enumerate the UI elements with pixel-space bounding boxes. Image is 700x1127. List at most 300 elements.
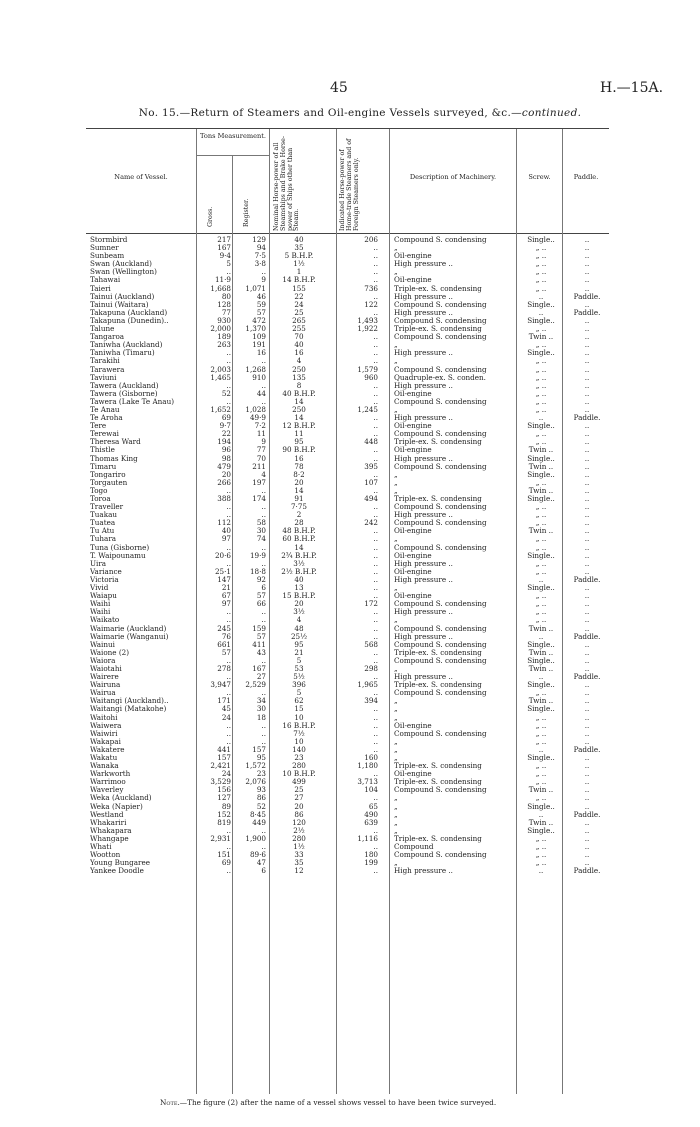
header-paddle: Paddle. (573, 173, 599, 181)
screw-type: „ .. (535, 599, 547, 609)
nominal-horse-power: 499 (292, 777, 306, 787)
paddle-type: .. (584, 801, 590, 811)
vessel-name: Tuna (Gisborne) (90, 543, 150, 552)
paddle-type: .. (584, 647, 590, 657)
gross-tons: 2,421 (210, 761, 231, 771)
nominal-horse-power: 14 (294, 542, 304, 552)
nominal-horse-power: 14 (294, 413, 304, 423)
vessel-name: Waiapu (90, 592, 117, 601)
vessel-name: Waimarie (Auckland) (90, 624, 167, 633)
nominal-horse-power: 2½ B.H.P. (281, 566, 317, 576)
table-row (86, 430, 609, 438)
screw-type: Twin .. (528, 696, 554, 706)
paddle-type: .. (584, 558, 590, 568)
paddle-type: .. (584, 364, 590, 374)
machinery-description: Oil-engine (394, 446, 432, 455)
register-tons: .. (261, 485, 266, 495)
table-title-main: No. 15.—Return of Steamers and Oil-engine Vessels surveyed, &c.— (138, 107, 522, 119)
table-row (86, 843, 609, 851)
machinery-description: High pressure .. (394, 292, 453, 301)
indicated-horse-power: 104 (364, 785, 378, 795)
indicated-horse-power: .. (373, 769, 378, 779)
nominal-horse-power: 22 (294, 291, 304, 301)
vessel-name: Uira (90, 559, 107, 568)
indicated-horse-power: .. (373, 631, 378, 641)
nominal-horse-power: 16 (294, 348, 304, 358)
indicated-horse-power: .. (373, 445, 378, 455)
vessel-name: Tahawai (90, 276, 121, 285)
indicated-horse-power: .. (373, 421, 378, 431)
indicated-horse-power: .. (373, 623, 378, 633)
paddle-type: Paddle. (573, 631, 601, 641)
gross-tons: 20·6 (214, 550, 231, 560)
gross-tons: 77 (221, 307, 231, 317)
screw-type: „ .. (535, 364, 547, 374)
paddle-type: .. (584, 591, 590, 601)
gross-tons: 3,947 (210, 680, 231, 690)
register-tons: 167 (252, 663, 266, 673)
screw-type: Single.. (527, 469, 555, 479)
vessel-name: Wakatu (90, 754, 118, 762)
indicated-horse-power: 394 (364, 696, 378, 706)
nominal-horse-power: 1½ (293, 259, 305, 269)
screw-type: „ .. (535, 243, 547, 253)
indicated-horse-power: 242 (364, 518, 378, 528)
register-tons: 44 (256, 388, 266, 398)
indicated-horse-power: .. (373, 485, 378, 495)
machinery-description: „ (394, 584, 398, 593)
nominal-horse-power: 4 (296, 615, 302, 625)
gross-tons: 80 (221, 291, 231, 301)
indicated-horse-power: .. (373, 388, 378, 398)
machinery-description: „ (394, 802, 398, 811)
vessel-name: Taviuni (90, 373, 117, 382)
nominal-horse-power: 10 B.H.P. (282, 769, 316, 779)
machinery-description: Oil-engine (394, 592, 432, 601)
register-tons: 18·8 (249, 566, 266, 576)
table-row (86, 244, 609, 252)
machinery-description: Compound S. condensing (394, 519, 487, 528)
machinery-description: High pressure .. (394, 511, 453, 520)
register-tons: 472 (252, 315, 266, 325)
machinery-description: Compound S. condensing (394, 397, 487, 406)
gross-tons: 20 (221, 469, 231, 479)
register-tons: 159 (252, 623, 266, 633)
nominal-horse-power: 8 (296, 380, 302, 390)
indicated-horse-power: 639 (364, 817, 378, 827)
vessel-name: Talune (90, 325, 115, 334)
screw-type: „ .. (535, 793, 547, 803)
indicated-horse-power: .. (373, 566, 378, 576)
vessel-name: Whangape (90, 834, 129, 843)
gross-tons: 67 (221, 591, 231, 601)
paddle-type: .. (584, 736, 590, 746)
nominal-horse-power: 48 (294, 623, 304, 633)
register-tons: 58 (256, 518, 266, 528)
register-tons: 2,529 (245, 680, 266, 690)
table-row (86, 260, 609, 268)
table-row (86, 535, 609, 543)
paddle-type: .. (584, 639, 590, 649)
vessel-name: Taniwha (Timaru) (90, 349, 155, 358)
table-row (86, 366, 609, 374)
register-tons: 129 (252, 235, 266, 244)
screw-type: Single.. (527, 639, 555, 649)
gross-tons: .. (226, 485, 231, 495)
register-tons: .. (261, 380, 266, 390)
screw-type: Single.. (527, 235, 555, 244)
gross-tons: .. (226, 688, 231, 698)
paddle-type: .. (584, 842, 590, 852)
vessel-name: Waverley (90, 786, 124, 795)
table-row (86, 236, 609, 244)
paddle-type: .. (584, 550, 590, 560)
paddle-type: .. (584, 372, 590, 382)
nominal-horse-power: 40 (294, 235, 304, 244)
paddle-type: .. (584, 720, 590, 730)
nominal-horse-power: 12 B.H.P. (282, 421, 316, 431)
nominal-horse-power: 140 (292, 744, 306, 754)
screw-type: „ .. (535, 396, 547, 406)
gross-tons: .. (226, 736, 231, 746)
vessel-name: Wakapai (90, 737, 121, 746)
column-divider (389, 129, 390, 233)
indicated-horse-power: .. (373, 558, 378, 568)
paddle-type: .. (584, 429, 590, 439)
indicated-horse-power: .. (373, 793, 378, 803)
indicated-horse-power: 448 (364, 437, 378, 447)
indicated-horse-power: .. (373, 704, 378, 714)
vessel-name: Sunbeam (90, 252, 125, 261)
register-tons: 11 (256, 429, 266, 439)
gross-tons: 52 (221, 388, 231, 398)
machinery-description: „ (394, 405, 398, 414)
vessel-name: Waitangi (Matakohe) (90, 705, 167, 714)
nominal-horse-power: 2½ (293, 825, 305, 835)
vessel-name: Waione (2) (90, 648, 130, 657)
vessel-name: Tere (90, 422, 107, 431)
paddle-type: .. (584, 275, 590, 285)
screw-type: .. (538, 574, 544, 584)
machinery-description: Oil-engine (394, 252, 432, 261)
paddle-type: Paddle. (573, 574, 601, 584)
gross-tons: 157 (217, 753, 231, 762)
table-row (86, 762, 609, 770)
indicated-horse-power: .. (373, 275, 378, 285)
gross-tons: 24 (221, 769, 231, 779)
paddle-type: .. (584, 753, 590, 762)
screw-type: Single.. (527, 680, 555, 690)
register-tons: .. (261, 542, 266, 552)
header-nominal-hp: Nominal Horse-power of all Steamships and Brake Horse-power of Ships other than Steam. (273, 135, 301, 231)
paddle-type: .. (584, 315, 590, 325)
vessel-name: Takapuna (Auckland) (90, 308, 168, 317)
gross-tons: .. (226, 396, 231, 406)
gross-tons: 930 (217, 315, 231, 325)
paddle-type: .. (584, 332, 590, 342)
register-tons: 174 (252, 494, 266, 503)
indicated-horse-power: .. (373, 688, 378, 698)
vessel-name: Tuakau (90, 511, 117, 520)
gross-tons: 266 (217, 477, 231, 487)
paddle-type: .. (584, 761, 590, 771)
table-row (86, 511, 609, 519)
register-tons: .. (261, 842, 266, 852)
register-tons: 2,076 (245, 777, 266, 787)
machinery-description: „ (394, 470, 398, 479)
nominal-horse-power: 1½ (293, 842, 305, 852)
vessel-name: Wairua (90, 689, 116, 698)
screw-type: .. (538, 744, 544, 754)
nominal-horse-power: 250 (292, 364, 306, 374)
register-tons: .. (261, 655, 266, 665)
screw-type: Single.. (527, 753, 555, 762)
gross-tons: 2,931 (210, 833, 231, 843)
machinery-description: High pressure .. (394, 673, 453, 682)
machinery-description: „ (394, 341, 398, 350)
paddle-type: .. (584, 728, 590, 738)
register-tons: .. (261, 825, 266, 835)
machinery-description: Compound S. condensing (394, 600, 487, 609)
register-tons: 9 (261, 437, 266, 447)
vessel-name: Toroa (90, 495, 111, 503)
gross-tons: .. (226, 728, 231, 738)
nominal-horse-power: 250 (292, 404, 306, 414)
nominal-horse-power: 21 (294, 647, 304, 657)
gross-tons: 96 (221, 445, 231, 455)
vessel-name: Tarakihi (90, 357, 120, 366)
machinery-description: Compound S. condensing (394, 689, 487, 698)
screw-type: Single.. (527, 655, 555, 665)
nominal-horse-power: 95 (294, 437, 304, 447)
machinery-description: Triple-ex. S. condensing (394, 648, 482, 657)
screw-type: Single.. (527, 315, 555, 325)
nominal-horse-power: 20 (294, 477, 304, 487)
indicated-horse-power: .. (373, 615, 378, 625)
screw-type: „ .. (535, 542, 547, 552)
paddle-type: .. (584, 485, 590, 495)
indicated-horse-power: .. (373, 259, 378, 269)
vessel-name: Wanaka (90, 762, 119, 771)
register-tons: 7·2 (254, 421, 266, 431)
nominal-horse-power: 86 (294, 809, 304, 819)
indicated-horse-power: 1,180 (357, 761, 378, 771)
table-row (86, 600, 609, 608)
nominal-horse-power: 5 B.H.P. (284, 251, 314, 261)
machinery-description: High pressure .. (394, 575, 453, 584)
indicated-horse-power: 172 (364, 599, 378, 609)
vessel-name: Tuatea (90, 519, 116, 528)
vessel-name: Weka (Auckland) (90, 794, 152, 803)
vessel-name: Tawera (Auckland) (90, 381, 159, 390)
indicated-horse-power: .. (373, 712, 378, 722)
nominal-horse-power: 24 (294, 299, 304, 309)
register-tons: 52 (256, 801, 266, 811)
table-row (86, 592, 609, 600)
indicated-horse-power: 160 (364, 753, 378, 762)
gross-tons: .. (226, 615, 231, 625)
register-tons: .. (261, 502, 266, 512)
nominal-horse-power: 5 (296, 655, 302, 665)
machinery-description: „ (394, 486, 398, 495)
gross-tons: 1,668 (210, 283, 231, 293)
nominal-horse-power: 2 (296, 510, 302, 520)
register-tons: 18 (256, 712, 266, 722)
vessel-name: Waihi (90, 608, 111, 617)
paddle-type: Paddle. (573, 866, 601, 876)
indicated-horse-power: .. (373, 348, 378, 358)
nominal-horse-power: 5½ (293, 672, 305, 682)
paddle-type: .. (584, 235, 590, 244)
screw-type: .. (538, 291, 544, 301)
paddle-type: .. (584, 769, 590, 779)
register-tons: 70 (256, 453, 266, 463)
gross-tons: .. (226, 558, 231, 568)
screw-type: „ .. (535, 858, 547, 868)
vessel-name: Swan (Auckland) (90, 260, 152, 269)
table-row (86, 625, 609, 633)
screw-type: .. (538, 307, 544, 317)
indicated-horse-power: .. (373, 736, 378, 746)
paddle-type: .. (584, 477, 590, 487)
vessel-name: Togo (90, 486, 108, 495)
screw-type: Twin .. (528, 445, 554, 455)
paddle-type: .. (584, 583, 590, 593)
screw-type: „ .. (535, 259, 547, 269)
table-row (86, 859, 609, 867)
indicated-horse-power: 960 (364, 372, 378, 382)
vessel-name: Victoria (90, 575, 119, 584)
machinery-description: Triple-ex. S. condensing (394, 284, 482, 293)
machinery-description: Compound S. condensing (394, 656, 487, 665)
machinery-description: Triple-ex. S. condensing (394, 438, 482, 447)
gross-tons: 479 (217, 461, 231, 471)
indicated-horse-power: .. (373, 291, 378, 301)
table-row (86, 285, 609, 293)
indicated-horse-power: .. (373, 307, 378, 317)
gross-tons: 152 (217, 809, 231, 819)
screw-type: Single.. (527, 299, 555, 309)
screw-type: „ .. (535, 429, 547, 439)
gross-tons: 21 (221, 583, 231, 593)
vessel-name: Takapuna (Dunedin).. (90, 316, 169, 325)
register-tons: 49·9 (249, 413, 266, 423)
screw-type: Single.. (527, 494, 555, 503)
paddle-type: .. (584, 259, 590, 269)
machinery-description: „ (394, 664, 398, 673)
gross-tons: .. (226, 672, 231, 682)
screw-type: „ .. (535, 502, 547, 512)
machinery-description: High pressure .. (394, 381, 453, 390)
machinery-description: High pressure .. (394, 559, 453, 568)
nominal-horse-power: 40 B.H.P. (282, 388, 316, 398)
machinery-description: Compound S. condensing (394, 333, 487, 342)
screw-type: „ .. (535, 534, 547, 544)
gross-tons: 11·9 (214, 275, 231, 285)
screw-type: „ .. (535, 736, 547, 746)
nominal-horse-power: 5 (296, 688, 302, 698)
gross-tons: .. (226, 607, 231, 617)
machinery-description: High pressure .. (394, 260, 453, 269)
register-tons: 94 (256, 243, 266, 253)
machinery-description: Compound S. condensing (394, 729, 487, 738)
register-tons: 411 (252, 639, 266, 649)
vessel-name: Thistle (90, 446, 115, 455)
machinery-description: Compound S. condensing (394, 236, 487, 244)
paddle-type: .. (584, 461, 590, 471)
screw-type: „ .. (535, 769, 547, 779)
indicated-horse-power: 1,922 (357, 324, 378, 334)
screw-type: Single.. (527, 704, 555, 714)
header-description: Description of Machinery. (409, 173, 497, 181)
table-row (86, 803, 609, 811)
screw-type: „ .. (535, 558, 547, 568)
gross-tons: .. (226, 510, 231, 520)
register-tons: 6 (261, 866, 266, 876)
nominal-horse-power: 28 (294, 518, 304, 528)
machinery-description: High pressure .. (394, 632, 453, 641)
screw-type: Single.. (527, 801, 555, 811)
table-row (86, 568, 609, 576)
register-tons: 86 (256, 793, 266, 803)
screw-type: .. (538, 866, 544, 876)
indicated-horse-power: .. (373, 453, 378, 463)
register-tons: 57 (256, 591, 266, 601)
machinery-description: Compound S. condensing (394, 316, 487, 325)
register-tons: 30 (256, 526, 266, 536)
table-row (86, 382, 609, 390)
vessel-name: Waimarie (Wanganui) (90, 632, 169, 641)
paddle-type: .. (584, 340, 590, 350)
register-tons: .. (261, 720, 266, 730)
screw-type: Single.. (527, 421, 555, 431)
nominal-horse-power: 25½ (290, 631, 308, 641)
gross-tons: 1,465 (210, 372, 231, 382)
nominal-horse-power: 14 (294, 485, 304, 495)
machinery-description: „ (394, 754, 398, 762)
machinery-description: High pressure .. (394, 308, 453, 317)
gross-tons: 217 (217, 235, 231, 244)
paddle-type: .. (584, 445, 590, 455)
indicated-horse-power: .. (373, 380, 378, 390)
indicated-horse-power: .. (373, 469, 378, 479)
machinery-description: Compound S. condensing (394, 365, 487, 374)
vessel-name: T. Waipounamu (90, 551, 146, 560)
indicated-horse-power: 395 (364, 461, 378, 471)
machinery-description: „ (394, 810, 398, 819)
nominal-horse-power: 53 (294, 663, 304, 673)
indicated-horse-power: .. (373, 647, 378, 657)
nominal-horse-power: 14 (294, 396, 304, 406)
nominal-horse-power: 7½ (293, 728, 305, 738)
header-indicated-hp: Indicated Horse-power of Home-trade Steamers and of Foreign Steamers only. (339, 138, 360, 231)
page-number: 45 (330, 80, 348, 96)
indicated-horse-power: 490 (364, 809, 378, 819)
nominal-horse-power: 11 (294, 429, 304, 439)
gross-tons: 25·1 (214, 566, 231, 576)
gross-tons: 5 (226, 259, 231, 269)
vessel-name: Te Anau (90, 405, 120, 414)
indicated-horse-power: 1,965 (357, 680, 378, 690)
table-row (86, 730, 609, 738)
register-tons: 910 (252, 372, 266, 382)
gross-tons: 69 (221, 858, 231, 868)
vessel-name: Wairuna (90, 681, 121, 690)
gross-tons: 128 (217, 299, 231, 309)
machinery-description: Oil-engine (394, 721, 432, 730)
register-tons: 6 (261, 583, 266, 593)
indicated-horse-power: 568 (364, 639, 378, 649)
